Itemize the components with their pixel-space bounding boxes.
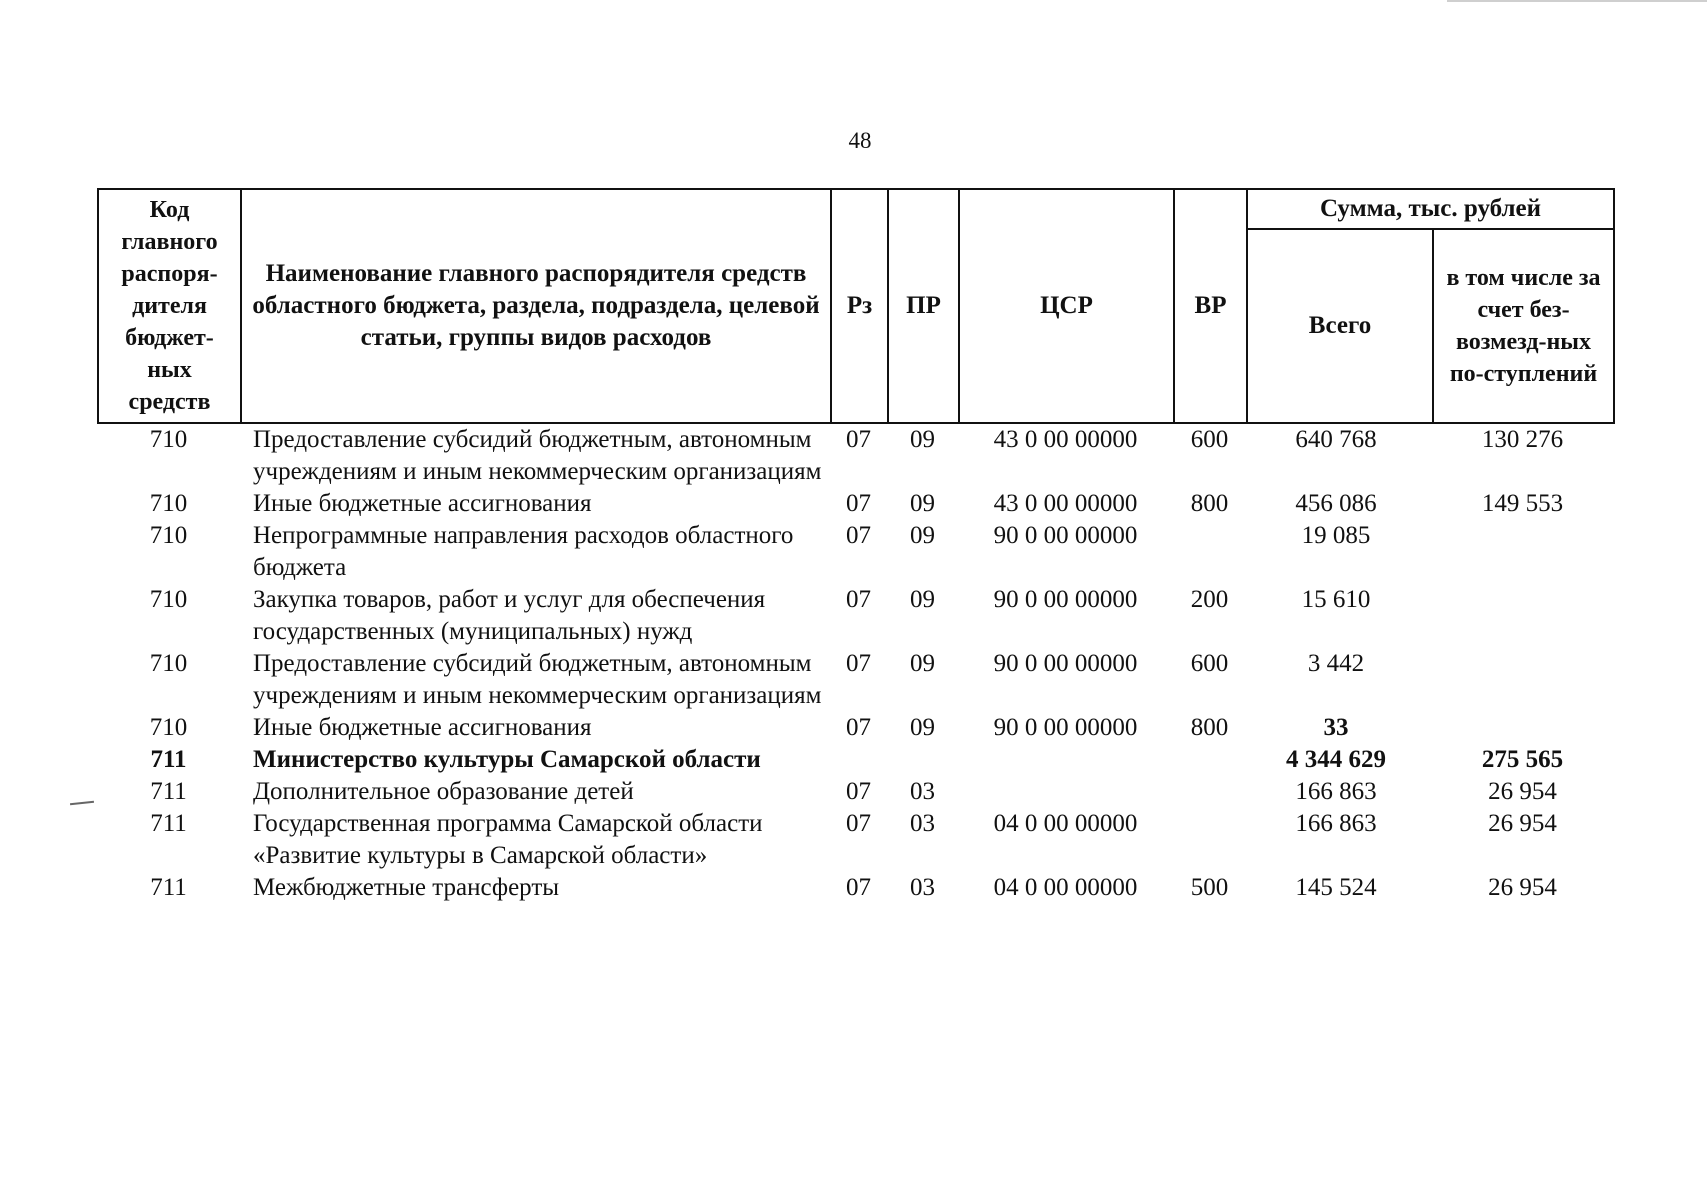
- cell-rz: 07: [846, 426, 871, 453]
- cell-pr: 03: [910, 778, 935, 805]
- cell-rz: 07: [846, 778, 871, 805]
- header-name: Наименование главного распорядителя средств областного бюджета, раздела, подраздела, целевой статьи, группы видов расходов: [241, 189, 831, 423]
- table-body: [97, 424, 1613, 904]
- cell-name: Предоставление субсидий бюджетным, автономным учреждениям и иным некоммерческим организациям: [253, 426, 822, 485]
- header-pr: ПР: [888, 189, 959, 423]
- cell-rz: 07: [846, 490, 871, 517]
- cell-code: 711: [150, 874, 187, 901]
- cell-total: 19 085: [1301, 522, 1371, 549]
- header-total: Всего: [1247, 229, 1433, 423]
- cell-name: Закупка товаров, работ и услуг для обеспечения государственных (муниципальных) нужд: [253, 586, 766, 645]
- cell-free: [1432, 520, 1613, 584]
- cell-name: Непрограммные направления расходов областного бюджета: [253, 522, 794, 581]
- cell-vr: [1173, 744, 1246, 776]
- cell-free: 130 276: [1481, 426, 1564, 453]
- header-code: Код главного распоря-дителя бюджет-ных средств: [98, 189, 241, 423]
- cell-name: Иные бюджетные ассигнования: [253, 714, 592, 741]
- cell-name: Министерство культуры Самарской области: [253, 746, 761, 773]
- cell-code: 710: [149, 426, 188, 453]
- cell-code: 710: [149, 714, 188, 741]
- cell-free: [1432, 648, 1613, 712]
- table-row: [97, 520, 1613, 584]
- cell-free: [1432, 584, 1613, 648]
- cell-rz: 07: [846, 650, 871, 677]
- header-csr: ЦСР: [959, 189, 1174, 423]
- cell-code: 711: [150, 746, 187, 773]
- cell-csr: 90 0 00 00000: [993, 714, 1138, 741]
- cell-total: 166 863: [1295, 778, 1377, 805]
- cell-pr: 03: [910, 810, 935, 837]
- cell-free: 26 954: [1488, 874, 1557, 901]
- cell-csr: 04 0 00 00000: [993, 874, 1138, 901]
- cell-pr: 09: [910, 426, 935, 453]
- cell-pr: 09: [910, 490, 935, 517]
- cell-csr: 90 0 00 00000: [993, 522, 1138, 549]
- header-sum: Сумма, тыс. рублей: [1247, 189, 1614, 229]
- cell-pr: 03: [910, 874, 935, 901]
- cell-free: 26 954: [1488, 810, 1557, 837]
- cell-free: 26 954: [1488, 778, 1557, 805]
- cell-vr: 800: [1190, 490, 1229, 517]
- cell-free: 275 565: [1481, 746, 1564, 773]
- cell-total: 456 086: [1295, 490, 1377, 517]
- cell-csr: [958, 776, 1173, 808]
- cell-csr: 04 0 00 00000: [993, 810, 1138, 837]
- cell-total: 4 344 629: [1286, 746, 1386, 773]
- table-row: [97, 424, 1613, 488]
- table-row: [97, 808, 1613, 872]
- cell-vr: [1173, 520, 1246, 584]
- cell-vr: [1173, 808, 1246, 872]
- cell-vr: 800: [1190, 714, 1229, 741]
- cell-csr: 90 0 00 00000: [993, 650, 1138, 677]
- cell-csr: [958, 744, 1173, 776]
- cell-name: Предоставление субсидий бюджетным, автономным учреждениям и иным некоммерческим организациям: [253, 650, 822, 709]
- cell-rz: 07: [846, 522, 871, 549]
- cell-csr: 43 0 00 00000: [993, 490, 1138, 517]
- cell-name: Дополнительное образование детей: [253, 778, 634, 805]
- cell-rz: [830, 744, 887, 776]
- table-row: [97, 776, 1613, 808]
- table-header: [97, 188, 1615, 424]
- cell-rz: 07: [846, 874, 871, 901]
- cell-code: 710: [149, 490, 188, 517]
- cell-total: 166 863: [1295, 810, 1377, 837]
- cell-code: 710: [149, 650, 188, 677]
- cell-vr: 500: [1190, 874, 1229, 901]
- cell-code: 711: [150, 778, 187, 805]
- cell-code: 710: [149, 522, 188, 549]
- cell-total: 3 442: [1307, 650, 1365, 677]
- cell-pr: 09: [910, 522, 935, 549]
- cell-vr: 600: [1190, 650, 1229, 677]
- cell-vr: [1173, 776, 1246, 808]
- header-free: в том числе за счет без-возмезд-ных по-ступлений: [1433, 229, 1614, 423]
- cell-csr: 43 0 00 00000: [993, 426, 1138, 453]
- cell-pr: 09: [910, 650, 935, 677]
- table-row: [97, 872, 1613, 904]
- cell-free: [1432, 712, 1613, 744]
- cell-rz: 07: [846, 586, 871, 613]
- cell-rz: 07: [846, 714, 871, 741]
- cell-name: Государственная программа Самарской области «Развитие культуры в Самарской области»: [253, 810, 763, 869]
- cell-vr: 600: [1190, 426, 1229, 453]
- scan-edge-line: [1447, 0, 1707, 2]
- cell-name: Иные бюджетные ассигнования: [253, 490, 592, 517]
- cell-free: 149 553: [1481, 490, 1564, 517]
- cell-total: 640 768: [1295, 426, 1377, 453]
- cell-pr: 09: [910, 714, 935, 741]
- cell-rz: 07: [846, 810, 871, 837]
- cell-total: 145 524: [1295, 874, 1377, 901]
- cell-pr: [887, 744, 958, 776]
- scan-artifact: [70, 801, 94, 805]
- cell-code: 710: [149, 586, 188, 613]
- cell-pr: 09: [910, 586, 935, 613]
- cell-csr: 90 0 00 00000: [993, 586, 1138, 613]
- table-row-section: [97, 744, 1613, 776]
- page-number: 48: [848, 128, 872, 153]
- table-row: [97, 712, 1613, 744]
- table-row: [97, 584, 1613, 648]
- cell-code: 711: [150, 810, 187, 837]
- header-rz: Рз: [831, 189, 888, 423]
- cell-total: 33: [1323, 714, 1349, 741]
- table-row: [97, 488, 1613, 520]
- cell-name: Межбюджетные трансферты: [253, 874, 560, 901]
- cell-vr: 200: [1190, 586, 1229, 613]
- header-vr: ВР: [1174, 189, 1247, 423]
- table-row: [97, 648, 1613, 712]
- cell-total: 15 610: [1301, 586, 1371, 613]
